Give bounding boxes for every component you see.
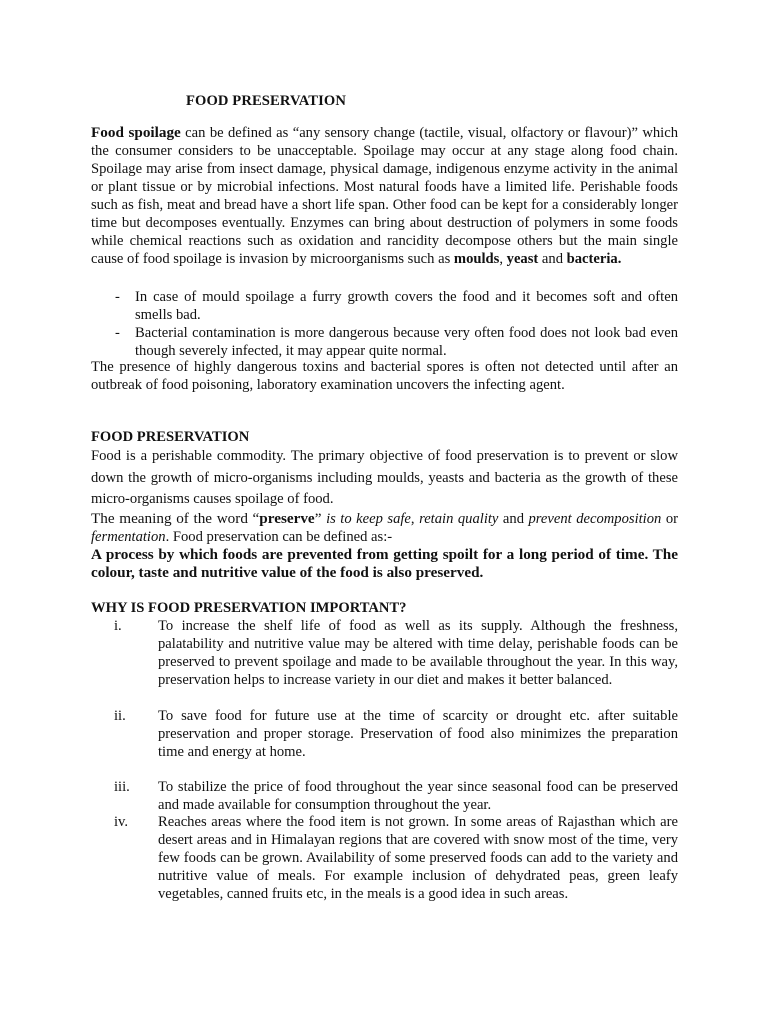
meaning-close: ”: [314, 510, 327, 527]
dash-item-text: In case of mould spoilage a furry growth covers the food and it becomes soft and often smells bad.: [135, 289, 678, 323]
intro-bacteria: bacteria.: [566, 251, 622, 267]
intro-yeast: yeast: [506, 251, 539, 267]
meaning-italic: retain quality: [419, 511, 499, 527]
item-number: i.: [114, 618, 122, 634]
dash-bullet: -: [115, 289, 120, 305]
intro-term: Food spoilage: [91, 124, 181, 141]
meaning-italic: prevent decomposition: [528, 511, 662, 527]
meaning-separator: and: [498, 511, 529, 527]
toxins-paragraph: The presence of highly dangerous toxins and bacterial spores is often not detected until after an outbreak of food poisoning, laboratory examination uncovers the infecting agent.: [91, 359, 678, 393]
intro-and: and: [538, 251, 567, 267]
item-text: To stabilize the price of food throughout the year since seasonal food can be preserved and made available for consumption throughout the year.: [158, 779, 678, 813]
page-title: FOOD PRESERVATION: [186, 93, 346, 109]
meaning-separator: or: [661, 511, 678, 527]
intro-moulds: moulds: [453, 251, 500, 267]
meaning-italic: is to keep safe: [326, 511, 411, 527]
meaning-separator: ,: [410, 511, 420, 527]
definition-paragraph: A process by which foods are prevented from getting spoilt for a long period of time. The colour, taste and nutritive value of the food is also preserved.: [91, 546, 678, 581]
intro-text: can be defined as “any sensory change (tactile, visual, olfactory or flavour)” which the consumer considers to be unacceptable. Spoilage may occur at any stage along food chain. Spoilage may arise from insect damage, physical damage, indigenous enzyme activity in the animal or plant tissue or by microbial infections. Most natural foods have a limited life. Perishable foods such as fish, meat and bread have a short life span. Other food can be kept for a considerably longer time but decomposes eventually. Enzymes can bring about destruction of polymers in some foods while chemical reactions such as oxidation and rancidity decompose others but the main single cause of food spoilage is invasion by microorganisms such as: [91, 125, 678, 267]
section-heading-preservation: FOOD PRESERVATION: [91, 429, 250, 445]
item-text: Reaches areas where the food item is not grown. In some areas of Rajasthan which are desert areas and in Himalayan regions that are covered with snow most of the time, very few foods can be grown. Availability of some preserved foods can add to the variety and nutritive value of meals. For example inclusion of dehydrated peas, green leafy vegetables, canned fruits etc, in the meals is a good idea in such areas.: [158, 814, 678, 902]
item-number: iii.: [114, 779, 130, 795]
section-heading-importance: WHY IS FOOD PRESERVATION IMPORTANT?: [91, 600, 407, 616]
meaning-tail: . Food preservation can be defined as:-: [165, 529, 393, 545]
item-number: ii.: [114, 708, 126, 724]
meaning-word: preserve: [259, 510, 315, 527]
meaning-paragraph: [91, 510, 678, 546]
dash-bullet: -: [115, 325, 120, 341]
item-text: To increase the shelf life of food as well as its supply. Although the freshness, palatability and nutritive value may be altered with time delay, perishable foods can be preserved to prevent spoilage and made to be available throughout the year. In this way, preservation helps to increase variety in our diet and makes it better balanced.: [158, 618, 678, 688]
spoilage-dash-list: [91, 288, 678, 360]
intro-paragraph: [91, 124, 678, 268]
intro-comma: ,: [499, 251, 503, 267]
meaning-italic: fermentation: [91, 529, 166, 545]
dash-list-item: [91, 288, 678, 324]
preservation-paragraph: Food is a perishable commodity. The primary objective of food preservation is to prevent or slow down the growth of micro-organisms including moulds, yeasts and bacteria as the growth of these micro-organisms causes spoilage of food.: [91, 448, 678, 507]
item-text: To save food for future use at the time of scarcity or drought etc. after suitable preservation and proper storage. Preservation of food also minimizes the preparation time and energy at home.: [158, 708, 678, 760]
meaning-lead: The meaning of the word “: [91, 510, 260, 527]
dash-list-item: [91, 324, 678, 360]
dash-item-text: Bacterial contamination is more dangerous because very often food does not look bad even though severely infected, it may appear quite normal.: [135, 325, 678, 359]
item-number: iv.: [114, 814, 129, 830]
